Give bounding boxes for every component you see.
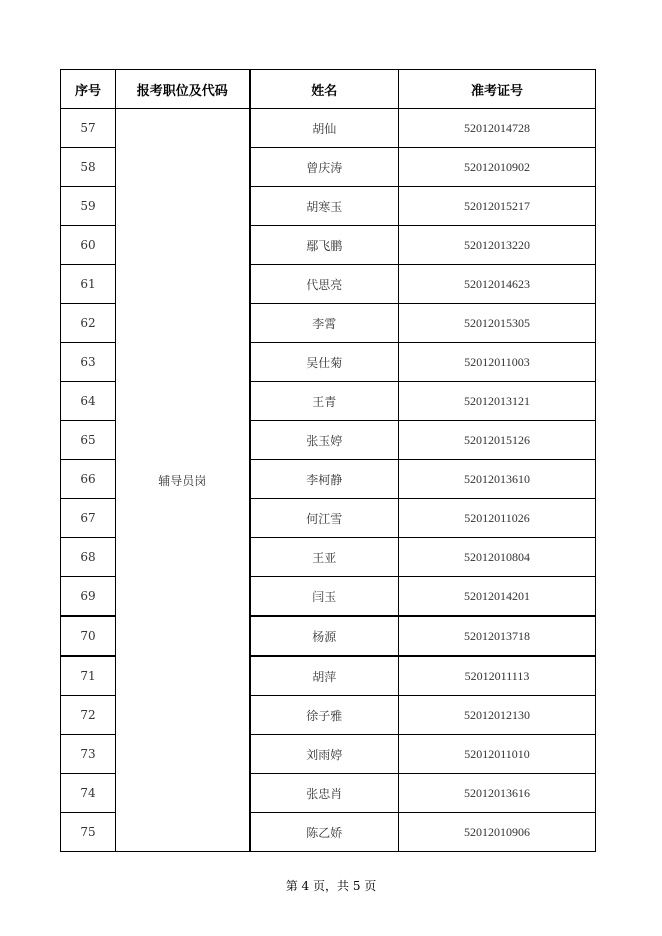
table-body: [61, 109, 596, 852]
cell-exam-no: 52012014623: [399, 265, 596, 304]
cell-seq: 70: [61, 616, 116, 656]
cell-name: 徐子雅: [250, 696, 399, 735]
cell-exam-no: 52012014201: [399, 577, 596, 617]
cell-name: 胡寒玉: [250, 187, 399, 226]
cell-seq: 66: [61, 460, 116, 499]
cell-exam-no: 52012010902: [399, 148, 596, 187]
cell-name: 闫玉: [250, 577, 399, 617]
cell-name: 刘雨婷: [250, 735, 399, 774]
table-header-row: [61, 70, 596, 109]
cell-name: 王亚: [250, 538, 399, 577]
cell-seq: 65: [61, 421, 116, 460]
cell-exam-no: 52012012130: [399, 696, 596, 735]
cell-exam-no: 52012011010: [399, 735, 596, 774]
page-footer: 第 4 页，共 5 页: [285, 879, 377, 893]
cell-name: 何江雪: [250, 499, 399, 538]
cell-exam-no: 52012013616: [399, 774, 596, 813]
cell-name: 胡仙: [250, 109, 399, 148]
cell-name: 王青: [250, 382, 399, 421]
cell-name: 曾庆涛: [250, 148, 399, 187]
header-exam-no: 准考证号: [399, 70, 596, 109]
cell-name: 陈乙娇: [250, 813, 399, 852]
cell-seq: 74: [61, 774, 116, 813]
cell-seq: 57: [61, 109, 116, 148]
cell-exam-no: 52012014728: [399, 109, 596, 148]
cell-exam-no: 52012011026: [399, 499, 596, 538]
cell-exam-no: 52012010906: [399, 813, 596, 852]
cell-exam-no: 52012015126: [399, 421, 596, 460]
cell-seq: 72: [61, 696, 116, 735]
cell-name: 吴仕菊: [250, 343, 399, 382]
cell-name: 代思亮: [250, 265, 399, 304]
cell-exam-no: 52012013121: [399, 382, 596, 421]
cell-name: 鄢飞鹏: [250, 226, 399, 265]
cell-seq: 67: [61, 499, 116, 538]
cell-name: 胡萍: [250, 656, 399, 696]
header-post: 报考职位及代码: [116, 70, 250, 109]
cell-name: 李柯静: [250, 460, 399, 499]
cell-seq: 71: [61, 656, 116, 696]
cell-seq: 60: [61, 226, 116, 265]
cell-exam-no: 52012015217: [399, 187, 596, 226]
cell-exam-no: 52012011003: [399, 343, 596, 382]
cell-seq: 68: [61, 538, 116, 577]
header-seq: 序号: [61, 70, 116, 109]
cell-exam-no: 52012013610: [399, 460, 596, 499]
cell-seq: 63: [61, 343, 116, 382]
cell-name: 杨源: [250, 616, 399, 656]
cell-name: 李霄: [250, 304, 399, 343]
cell-seq: 58: [61, 148, 116, 187]
cell-seq: 69: [61, 577, 116, 617]
cell-seq: 64: [61, 382, 116, 421]
cell-name: 张玉婷: [250, 421, 399, 460]
table-row: [61, 109, 596, 148]
header-name: 姓名: [250, 70, 399, 109]
candidate-table: [60, 69, 596, 852]
cell-exam-no: 52012011113: [399, 656, 596, 696]
cell-exam-no: 52012010804: [399, 538, 596, 577]
cell-seq: 59: [61, 187, 116, 226]
cell-seq: 75: [61, 813, 116, 852]
cell-exam-no: 52012015305: [399, 304, 596, 343]
cell-seq: 62: [61, 304, 116, 343]
cell-seq: 73: [61, 735, 116, 774]
cell-exam-no: 52012013220: [399, 226, 596, 265]
cell-seq: 61: [61, 265, 116, 304]
cell-exam-no: 52012013718: [399, 616, 596, 656]
cell-post: 辅导员岗: [116, 109, 250, 852]
cell-name: 张忠肖: [250, 774, 399, 813]
